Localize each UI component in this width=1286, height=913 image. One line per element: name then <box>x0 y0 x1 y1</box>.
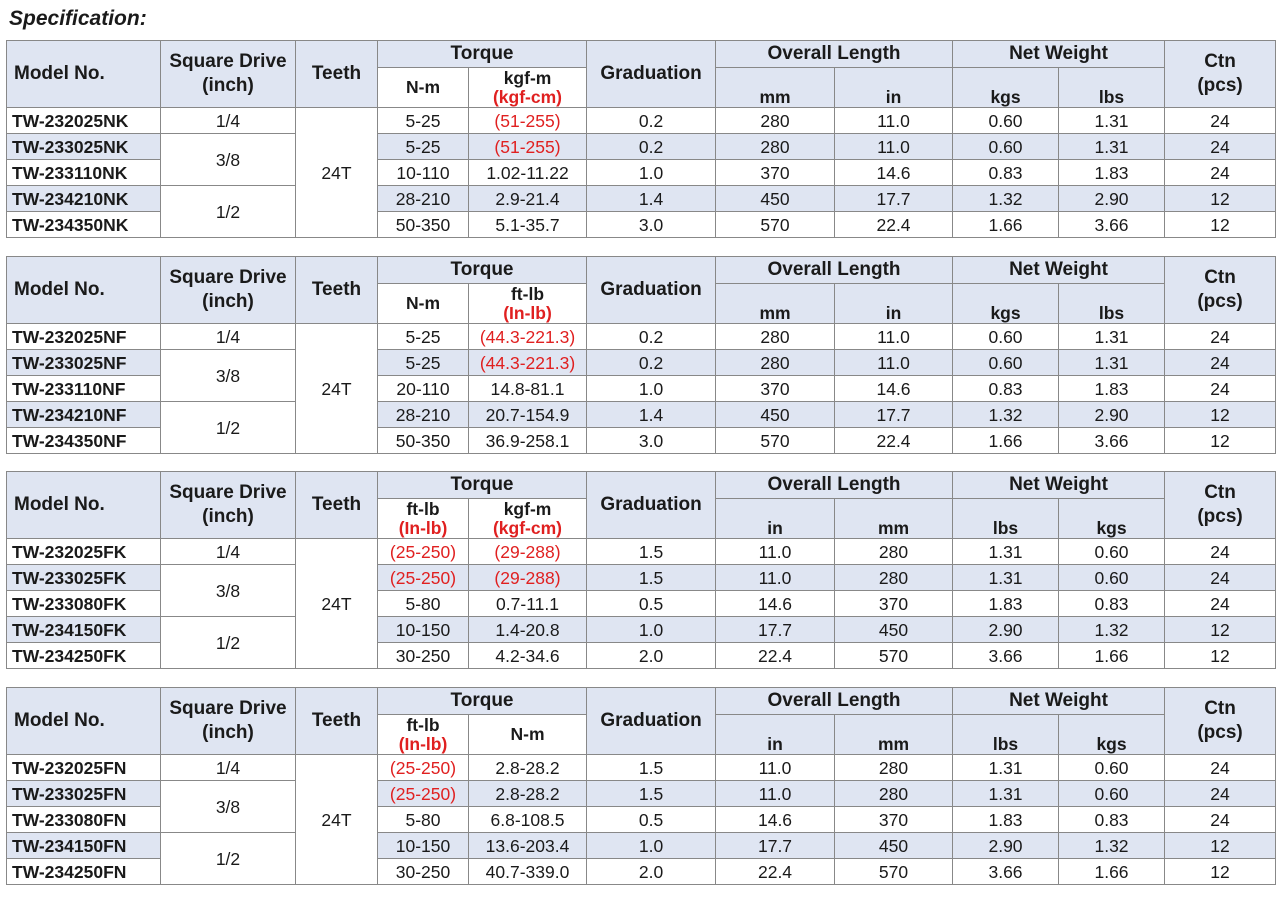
header-model: Model No. <box>7 472 161 539</box>
ctn-pcs: 24 <box>1165 324 1276 350</box>
header-torque-unit <box>469 68 587 108</box>
table-row <box>7 402 1276 428</box>
net-weight: 1.32 <box>953 186 1059 212</box>
header-ctn-label: Ctn <box>1204 698 1236 719</box>
model-no: TW-234210NK <box>7 186 161 212</box>
graduation: 0.5 <box>587 807 716 833</box>
ctn-pcs: 24 <box>1165 108 1276 134</box>
torque-value: 28-210 <box>378 186 469 212</box>
net-weight: 1.32 <box>1059 617 1165 643</box>
overall-length: 14.6 <box>835 160 953 186</box>
header-ctn-label: Ctn <box>1204 267 1236 288</box>
header-torque-unit-sub: (In-lb) <box>398 518 448 538</box>
graduation: 0.5 <box>587 591 716 617</box>
net-weight: 0.60 <box>953 324 1059 350</box>
torque-value: 20-110 <box>378 376 469 402</box>
header-teeth: Teeth <box>296 41 378 108</box>
table-row <box>7 186 1276 212</box>
model-no: TW-233110NF <box>7 376 161 402</box>
graduation: 2.0 <box>587 643 716 669</box>
teeth: 24T <box>296 755 378 885</box>
header-ctn-unit: (pcs) <box>1197 75 1243 96</box>
overall-length: 570 <box>716 428 835 454</box>
header-graduation: Graduation <box>587 688 716 755</box>
overall-length: 22.4 <box>716 859 835 885</box>
net-weight: 1.31 <box>1059 134 1165 160</box>
ctn-pcs: 12 <box>1165 186 1276 212</box>
table-row <box>7 350 1276 376</box>
header-torque-unit-label: N-m <box>510 724 545 744</box>
overall-length: 370 <box>835 591 953 617</box>
header-torque-unit <box>378 68 469 108</box>
torque-value: 50-350 <box>378 428 469 454</box>
torque-value: (29-288) <box>469 539 587 565</box>
net-weight: 1.31 <box>1059 350 1165 376</box>
ctn-pcs: 24 <box>1165 781 1276 807</box>
model-no: TW-234150FK <box>7 617 161 643</box>
overall-length: 11.0 <box>835 324 953 350</box>
table-row <box>7 134 1276 160</box>
torque-value: 5-80 <box>378 807 469 833</box>
header-unit-w2: lbs <box>1059 284 1165 324</box>
header-torque: Torque <box>378 41 587 68</box>
model-no: TW-233110NK <box>7 160 161 186</box>
model-no: TW-234250FK <box>7 643 161 669</box>
square-drive: 1/4 <box>161 108 296 134</box>
square-drive: 3/8 <box>161 781 296 833</box>
ctn-pcs: 24 <box>1165 160 1276 186</box>
torque-value: 5-25 <box>378 350 469 376</box>
graduation: 0.2 <box>587 134 716 160</box>
header-torque-unit <box>378 284 469 324</box>
torque-value: (25-250) <box>378 539 469 565</box>
torque-value: 30-250 <box>378 859 469 885</box>
graduation: 1.4 <box>587 186 716 212</box>
header-teeth: Teeth <box>296 472 378 539</box>
graduation: 3.0 <box>587 428 716 454</box>
net-weight: 0.60 <box>953 350 1059 376</box>
torque-value: 30-250 <box>378 643 469 669</box>
graduation: 1.5 <box>587 781 716 807</box>
header-torque-unit-label: kgf-m <box>503 68 552 88</box>
graduation: 0.2 <box>587 324 716 350</box>
header-drive-label: Square Drive <box>169 698 287 719</box>
overall-length: 370 <box>835 807 953 833</box>
square-drive: 1/2 <box>161 833 296 885</box>
ctn-pcs: 24 <box>1165 350 1276 376</box>
header-ctn-unit: (pcs) <box>1197 506 1243 527</box>
net-weight: 1.31 <box>953 539 1059 565</box>
overall-length: 280 <box>716 324 835 350</box>
overall-length: 11.0 <box>835 108 953 134</box>
header-unit-w1: kgs <box>953 284 1059 324</box>
net-weight: 1.66 <box>953 212 1059 238</box>
header-torque-unit-sub: (In-lb) <box>503 303 552 323</box>
model-no: TW-232025FN <box>7 755 161 781</box>
header-drive-unit: (inch) <box>202 722 254 743</box>
torque-value: 13.6-203.4 <box>469 833 587 859</box>
ctn-pcs: 24 <box>1165 539 1276 565</box>
ctn-pcs: 12 <box>1165 643 1276 669</box>
torque-value: 1.4-20.8 <box>469 617 587 643</box>
torque-value: 5-80 <box>378 591 469 617</box>
ctn-pcs: 24 <box>1165 565 1276 591</box>
header-torque-unit <box>378 715 469 755</box>
model-no: TW-233025NK <box>7 134 161 160</box>
header-torque-unit-sub: (kgf-cm) <box>492 518 563 538</box>
torque-value: 2.9-21.4 <box>469 186 587 212</box>
overall-length: 450 <box>835 617 953 643</box>
model-no: TW-232025FK <box>7 539 161 565</box>
teeth: 24T <box>296 539 378 669</box>
graduation: 2.0 <box>587 859 716 885</box>
square-drive: 1/2 <box>161 617 296 669</box>
net-weight: 0.83 <box>953 160 1059 186</box>
header-square-drive <box>161 257 296 324</box>
torque-value: (44.3-221.3) <box>469 350 587 376</box>
ctn-pcs: 24 <box>1165 755 1276 781</box>
table-row <box>7 755 1276 781</box>
overall-length: 370 <box>716 376 835 402</box>
header-torque-unit <box>469 715 587 755</box>
torque-value: 4.2-34.6 <box>469 643 587 669</box>
header-torque-unit <box>469 499 587 539</box>
net-weight: 1.66 <box>953 428 1059 454</box>
ctn-pcs: 12 <box>1165 859 1276 885</box>
net-weight: 0.60 <box>953 108 1059 134</box>
model-no: TW-233080FN <box>7 807 161 833</box>
square-drive: 1/4 <box>161 755 296 781</box>
header-ctn <box>1165 41 1276 108</box>
overall-length: 280 <box>716 108 835 134</box>
torque-value: 5-25 <box>378 134 469 160</box>
header-ctn <box>1165 472 1276 539</box>
net-weight: 3.66 <box>1059 428 1165 454</box>
header-unit-w2: kgs <box>1059 499 1165 539</box>
net-weight: 3.66 <box>953 643 1059 669</box>
header-unit-w1: lbs <box>953 715 1059 755</box>
net-weight: 0.60 <box>1059 539 1165 565</box>
overall-length: 17.7 <box>835 402 953 428</box>
header-ctn-unit: (pcs) <box>1197 722 1243 743</box>
header-unit-w1: kgs <box>953 68 1059 108</box>
overall-length: 22.4 <box>835 428 953 454</box>
model-no: TW-234210NF <box>7 402 161 428</box>
header-teeth: Teeth <box>296 688 378 755</box>
overall-length: 11.0 <box>716 565 835 591</box>
torque-value: 5.1-35.7 <box>469 212 587 238</box>
overall-length: 11.0 <box>835 350 953 376</box>
page-title: Specification: <box>9 7 147 30</box>
net-weight: 2.90 <box>1059 186 1165 212</box>
header-unit-w2: kgs <box>1059 715 1165 755</box>
overall-length: 11.0 <box>716 781 835 807</box>
header-torque-unit-label: ft-lb <box>406 715 440 735</box>
header-unit-l1: mm <box>716 68 835 108</box>
torque-value: (44.3-221.3) <box>469 324 587 350</box>
graduation: 1.5 <box>587 755 716 781</box>
torque-value: (25-250) <box>378 565 469 591</box>
header-ctn <box>1165 257 1276 324</box>
graduation: 1.0 <box>587 617 716 643</box>
square-drive: 1/4 <box>161 324 296 350</box>
torque-value: 10-110 <box>378 160 469 186</box>
net-weight: 0.83 <box>953 376 1059 402</box>
header-unit-l2: in <box>835 68 953 108</box>
torque-value: 10-150 <box>378 833 469 859</box>
ctn-pcs: 12 <box>1165 428 1276 454</box>
teeth: 24T <box>296 108 378 238</box>
header-drive-label: Square Drive <box>169 51 287 72</box>
overall-length: 370 <box>716 160 835 186</box>
header-net-weight: Net Weight <box>953 688 1165 715</box>
table-row <box>7 833 1276 859</box>
header-torque-unit <box>469 284 587 324</box>
model-no: TW-232025NK <box>7 108 161 134</box>
net-weight: 0.83 <box>1059 591 1165 617</box>
net-weight: 1.31 <box>953 781 1059 807</box>
header-drive-label: Square Drive <box>169 267 287 288</box>
table-row <box>7 617 1276 643</box>
net-weight: 2.90 <box>1059 402 1165 428</box>
overall-length: 280 <box>835 539 953 565</box>
net-weight: 1.83 <box>1059 160 1165 186</box>
header-drive-unit: (inch) <box>202 75 254 96</box>
model-no: TW-233025FN <box>7 781 161 807</box>
overall-length: 14.6 <box>716 591 835 617</box>
net-weight: 2.90 <box>953 833 1059 859</box>
torque-value: (25-250) <box>378 755 469 781</box>
header-net-weight: Net Weight <box>953 257 1165 284</box>
header-graduation: Graduation <box>587 41 716 108</box>
header-ctn-label: Ctn <box>1204 51 1236 72</box>
header-net-weight: Net Weight <box>953 41 1165 68</box>
overall-length: 570 <box>716 212 835 238</box>
torque-value: 5-25 <box>378 108 469 134</box>
table-row <box>7 781 1276 807</box>
header-drive-unit: (inch) <box>202 506 254 527</box>
net-weight: 0.83 <box>1059 807 1165 833</box>
net-weight: 1.83 <box>1059 376 1165 402</box>
overall-length: 11.0 <box>835 134 953 160</box>
overall-length: 280 <box>835 565 953 591</box>
net-weight: 2.90 <box>953 617 1059 643</box>
graduation: 1.5 <box>587 565 716 591</box>
torque-value: 2.8-28.2 <box>469 781 587 807</box>
model-no: TW-232025NF <box>7 324 161 350</box>
header-square-drive <box>161 688 296 755</box>
model-no: TW-234250FN <box>7 859 161 885</box>
header-torque-unit-label: ft-lb <box>510 284 545 304</box>
torque-value: 50-350 <box>378 212 469 238</box>
ctn-pcs: 24 <box>1165 807 1276 833</box>
overall-length: 570 <box>835 859 953 885</box>
header-square-drive <box>161 41 296 108</box>
ctn-pcs: 24 <box>1165 376 1276 402</box>
header-torque-unit-sub: (In-lb) <box>398 734 448 754</box>
model-no: TW-233025NF <box>7 350 161 376</box>
header-unit-l1: mm <box>716 284 835 324</box>
ctn-pcs: 12 <box>1165 402 1276 428</box>
header-unit-w2: lbs <box>1059 68 1165 108</box>
spec-table <box>6 256 1276 454</box>
ctn-pcs: 12 <box>1165 617 1276 643</box>
header-torque-unit-label: kgf-m <box>503 499 552 519</box>
graduation: 1.0 <box>587 833 716 859</box>
header-torque-unit-label: N-m <box>405 77 441 97</box>
header-ctn <box>1165 688 1276 755</box>
table-row <box>7 108 1276 134</box>
torque-value: (29-288) <box>469 565 587 591</box>
net-weight: 1.66 <box>1059 643 1165 669</box>
ctn-pcs: 24 <box>1165 591 1276 617</box>
graduation: 1.4 <box>587 402 716 428</box>
spec-table <box>6 40 1276 238</box>
header-unit-l2: mm <box>835 499 953 539</box>
torque-value: 14.8-81.1 <box>469 376 587 402</box>
graduation: 0.2 <box>587 108 716 134</box>
net-weight: 1.31 <box>1059 108 1165 134</box>
square-drive: 1/2 <box>161 186 296 238</box>
net-weight: 0.60 <box>1059 755 1165 781</box>
table-row <box>7 539 1276 565</box>
overall-length: 17.7 <box>716 833 835 859</box>
square-drive: 3/8 <box>161 565 296 617</box>
header-drive-label: Square Drive <box>169 482 287 503</box>
torque-value: (51-255) <box>469 108 587 134</box>
net-weight: 0.60 <box>1059 565 1165 591</box>
net-weight: 1.31 <box>1059 324 1165 350</box>
header-drive-unit: (inch) <box>202 291 254 312</box>
header-graduation: Graduation <box>587 257 716 324</box>
net-weight: 1.83 <box>953 807 1059 833</box>
header-torque: Torque <box>378 472 587 499</box>
net-weight: 1.31 <box>953 755 1059 781</box>
header-unit-l2: mm <box>835 715 953 755</box>
overall-length: 280 <box>716 134 835 160</box>
graduation: 3.0 <box>587 212 716 238</box>
torque-value: (51-255) <box>469 134 587 160</box>
header-ctn-unit: (pcs) <box>1197 291 1243 312</box>
table-row <box>7 324 1276 350</box>
overall-length: 17.7 <box>835 186 953 212</box>
torque-value: 2.8-28.2 <box>469 755 587 781</box>
overall-length: 22.4 <box>716 643 835 669</box>
header-torque-unit <box>378 499 469 539</box>
header-net-weight: Net Weight <box>953 472 1165 499</box>
overall-length: 22.4 <box>835 212 953 238</box>
torque-value: 36.9-258.1 <box>469 428 587 454</box>
overall-length: 17.7 <box>716 617 835 643</box>
spec-table <box>6 471 1276 669</box>
header-square-drive <box>161 472 296 539</box>
overall-length: 280 <box>835 781 953 807</box>
table-row <box>7 565 1276 591</box>
overall-length: 11.0 <box>716 755 835 781</box>
header-unit-l1: in <box>716 715 835 755</box>
overall-length: 11.0 <box>716 539 835 565</box>
overall-length: 280 <box>716 350 835 376</box>
torque-value: 5-25 <box>378 324 469 350</box>
header-unit-l2: in <box>835 284 953 324</box>
square-drive: 1/2 <box>161 402 296 454</box>
net-weight: 1.31 <box>953 565 1059 591</box>
model-no: TW-233025FK <box>7 565 161 591</box>
graduation: 1.5 <box>587 539 716 565</box>
header-overall-length: Overall Length <box>716 472 953 499</box>
header-model: Model No. <box>7 688 161 755</box>
square-drive: 3/8 <box>161 134 296 186</box>
graduation: 1.0 <box>587 376 716 402</box>
spec-table <box>6 687 1276 885</box>
header-teeth: Teeth <box>296 257 378 324</box>
overall-length: 14.6 <box>835 376 953 402</box>
overall-length: 450 <box>716 186 835 212</box>
header-torque: Torque <box>378 257 587 284</box>
graduation: 1.0 <box>587 160 716 186</box>
net-weight: 3.66 <box>1059 212 1165 238</box>
torque-value: 40.7-339.0 <box>469 859 587 885</box>
net-weight: 1.32 <box>953 402 1059 428</box>
net-weight: 0.60 <box>1059 781 1165 807</box>
net-weight: 1.66 <box>1059 859 1165 885</box>
header-torque-unit-label: N-m <box>405 293 441 313</box>
model-no: TW-234350NF <box>7 428 161 454</box>
torque-value: 28-210 <box>378 402 469 428</box>
torque-value: (25-250) <box>378 781 469 807</box>
header-model: Model No. <box>7 257 161 324</box>
overall-length: 450 <box>716 402 835 428</box>
ctn-pcs: 24 <box>1165 134 1276 160</box>
net-weight: 1.83 <box>953 591 1059 617</box>
teeth: 24T <box>296 324 378 454</box>
header-overall-length: Overall Length <box>716 257 953 284</box>
torque-value: 6.8-108.5 <box>469 807 587 833</box>
header-overall-length: Overall Length <box>716 688 953 715</box>
header-unit-w1: lbs <box>953 499 1059 539</box>
torque-value: 20.7-154.9 <box>469 402 587 428</box>
torque-value: 1.02-11.22 <box>469 160 587 186</box>
model-no: TW-233080FK <box>7 591 161 617</box>
header-ctn-label: Ctn <box>1204 482 1236 503</box>
overall-length: 14.6 <box>716 807 835 833</box>
net-weight: 0.60 <box>953 134 1059 160</box>
header-torque-unit-label: ft-lb <box>406 499 440 519</box>
net-weight: 1.32 <box>1059 833 1165 859</box>
overall-length: 570 <box>835 643 953 669</box>
torque-value: 10-150 <box>378 617 469 643</box>
graduation: 0.2 <box>587 350 716 376</box>
net-weight: 3.66 <box>953 859 1059 885</box>
overall-length: 280 <box>835 755 953 781</box>
square-drive: 3/8 <box>161 350 296 402</box>
model-no: TW-234150FN <box>7 833 161 859</box>
header-unit-l1: in <box>716 499 835 539</box>
model-no: TW-234350NK <box>7 212 161 238</box>
square-drive: 1/4 <box>161 539 296 565</box>
header-torque: Torque <box>378 688 587 715</box>
header-torque-unit-sub: (kgf-cm) <box>492 87 563 107</box>
ctn-pcs: 12 <box>1165 212 1276 238</box>
torque-value: 0.7-11.1 <box>469 591 587 617</box>
header-graduation: Graduation <box>587 472 716 539</box>
ctn-pcs: 12 <box>1165 833 1276 859</box>
header-model: Model No. <box>7 41 161 108</box>
overall-length: 450 <box>835 833 953 859</box>
header-overall-length: Overall Length <box>716 41 953 68</box>
